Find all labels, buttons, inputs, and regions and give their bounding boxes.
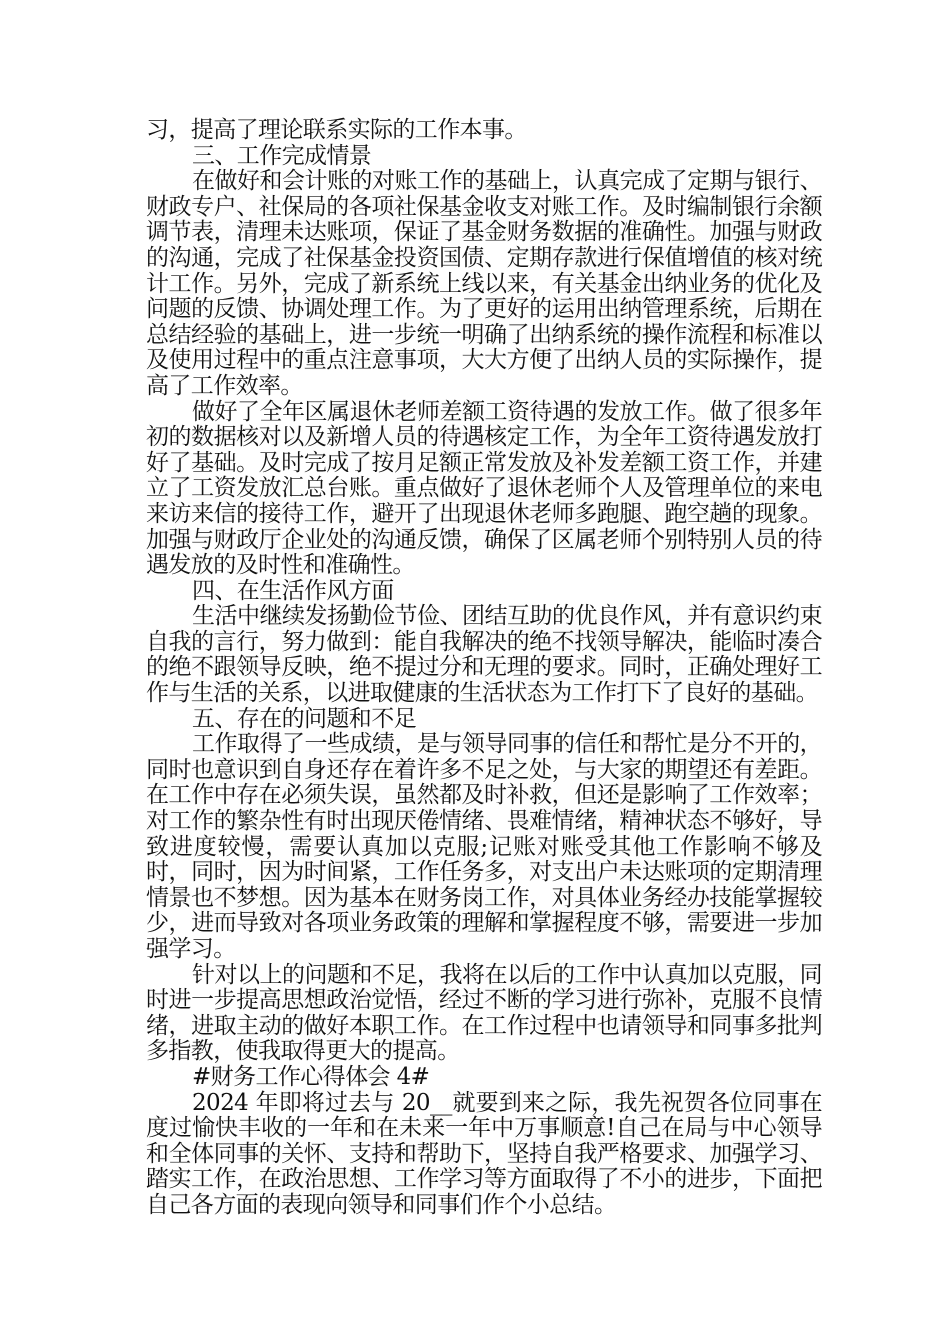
section-heading-problems: 五、存在的问题和不足: [192, 705, 417, 732]
paragraph-problems: 工作取得了一些成绩，是与领导同事的信任和帮忙是分不开的，同时也意识到自身还存在着许多不足之处，与大家的期望还有差距。在工作中存在必须失误，虽然都及时补救，但还是影响了工作效率；对工作的繁杂性有时出现厌倦情绪、畏难情绪，精神状态不够好，导致进度较慢，需要认真加以克服;记账对账受其他工作影响不够及时，同时，因为时间紧，工作任务多，对支出户未达账项的定期清理情景也不梦想。因为基本在财务岗工作，对具体业务经办技能掌握较少，进而导致对各项业务政策的理解和掌握程度不够，需要进一步加强学习。: [146, 731, 822, 962]
paragraph-new-year-summary: 2024 年即将过去与 20__就要到来之际，我先祝贺各位同事在度过愉快丰收的一年和在未来一年中万事顺意!自己在局与中心领导和全体同事的关怀、支持和帮助下，坚持自我严格要求、加强学习、踏实工作，在政治思想、工作学习等方面取得了不小的进步，下面把自己各方面的表现向领导和同事们作个小总结。: [146, 1089, 822, 1218]
section-heading-part-4: #财务工作心得体会 4#: [192, 1063, 430, 1090]
section-heading-work-status: 三、工作完成情景: [192, 142, 372, 169]
paragraph-accounting-reconciliation: 在做好和会计账的对账工作的基础上，认真完成了定期与银行、财政专户、社保局的各项社保基金收支对账工作。及时编制银行余额调节表，清理未达账项，保证了基金财务数据的准确性。加强与财政的沟通，完成了社保基金投资国债、定期存款进行保值增值的核对统计工作。另外，完成了新系统上线以来，有关基金出纳业务的优化及问题的反馈、协调处理工作。为了更好的运用出纳管理系统，后期在总结经验的基础上，进一步统一明确了出纳系统的操作流程和标准以及使用过程中的重点注意事项，大大方便了出纳人员的实际操作，提高了工作效率。: [146, 168, 822, 399]
paragraph-lifestyle: 生活中继续发扬勤俭节俭、团结互助的优良作风，并有意识约束自我的言行，努力做到：能自我解决的绝不找领导解决，能临时凑合的绝不跟领导反映，绝不提过分和无理的要求。同时，正确处理好工作与生活的关系，以进取健康的生活状态为工作打下了良好的基础。: [146, 603, 822, 707]
paragraph-retiree-wages: 做好了全年区属退休老师差额工资待遇的发放工作。做了很多年初的数据核对以及新增人员的待遇核定工作，为全年工资待遇发放打好了基础。及时完成了按月足额正常发放及补发差额工资工作，并建立了工资发放汇总台账。重点做好了退休老师个人及管理单位的来电来访来信的接待工作，避开了出现退休老师多跑腿、跑空趟的现象。加强与财政厅企业处的沟通反馈，确保了区属老师个别特别人员的待遇发放的及时性和准确性。: [146, 398, 822, 579]
paragraph-improvement: 针对以上的问题和不足，我将在以后的工作中认真加以克服，同时进一步提高思想政治觉悟，经过不断的学习进行弥补，克服不良情绪，进取主动的做好本职工作。在工作过程中也请领导和同事多批判多指教，使我取得更大的提高。: [146, 961, 822, 1065]
document-body: [146, 118, 822, 1219]
section-heading-lifestyle: 四、在生活作风方面: [192, 577, 394, 604]
paragraph-continuation: 习，提高了理论联系实际的工作本事。: [146, 117, 527, 143]
